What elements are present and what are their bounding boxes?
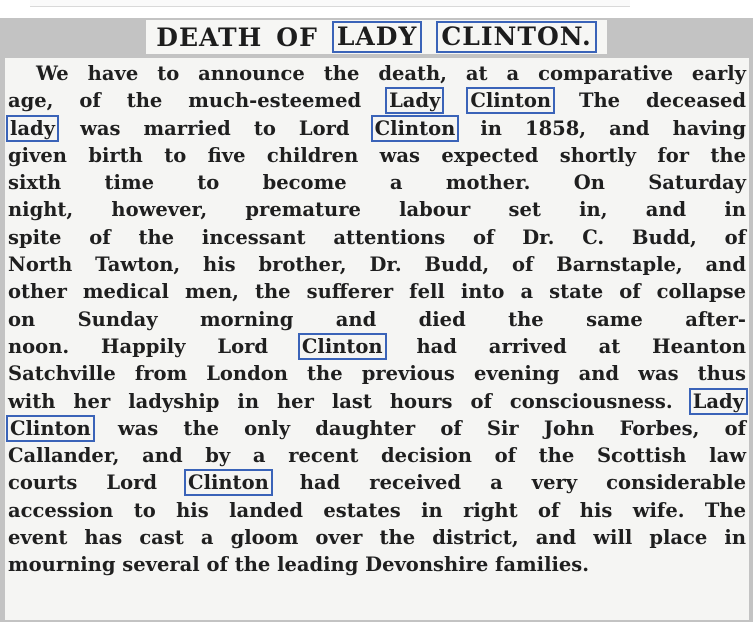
article-line [8,524,746,551]
line-text: age, of the much-esteemed [8,89,388,113]
search-highlight: Clinton [301,334,383,358]
search-highlight: Lady [692,389,744,413]
article-line [8,278,746,305]
article-line [8,415,746,442]
search-highlight: Lady [389,89,441,113]
line-text: noon. Happily Lord [8,334,300,358]
article-line [8,87,746,114]
article-line [8,60,746,87]
line-text: sixth time to become a mother. On Saturday [8,171,746,195]
article-line [8,251,746,278]
article-line [8,224,746,251]
headline-word-death: DEATH [156,22,263,52]
article-line [8,497,746,524]
article-line [8,469,746,496]
article-line [8,306,746,333]
line-text: accession to his landed estates in right of his wife. The [8,498,746,522]
article-line [8,169,746,196]
search-highlight: Clinton [470,89,552,113]
article-line [8,388,746,415]
article-line [8,115,746,142]
line-text: night, however, premature labour set in, and in [8,198,746,222]
article-line [8,551,746,578]
article-line [8,360,746,387]
search-highlight: lady [10,116,56,140]
article-body [8,60,746,579]
line-text: was the only daughter of Sir John Forbes, of [92,416,746,440]
line-text: given birth to five children was expected shortly for the [8,143,746,167]
line-text: The deceased [553,89,746,113]
line-text: mourning several of the leading Devonshire families. [8,553,590,577]
top-strip [30,0,630,7]
article-line [8,442,746,469]
headline [146,20,606,54]
search-highlight: Clinton [10,416,91,440]
line-text: on Sunday morning and died the same after- [8,307,746,331]
line-text: event has cast a gloom over the district, and will place in [8,526,746,550]
line-text: had arrived at Heanton [384,334,746,358]
line-text: courts Lord [8,471,187,495]
line-text: in 1858, and having [457,116,746,140]
line-text: spite of the incessant attentions of Dr. C. Budd, of [8,225,746,249]
line-text: with her ladyship in her last hours of consciousness. [8,389,691,413]
line-text: Satchville from London the previous evening and was thus [8,362,746,386]
headline-row [0,18,753,56]
line-text: North Tawton, his brother, Dr. Budd, of Barnstaple, and [8,253,746,277]
line-text: was married to Lord [57,116,373,140]
search-highlight: Clinton [188,471,269,495]
article-line [8,142,746,169]
headline-highlight-clinton: CLINTON. [436,21,596,53]
line-text: other medical men, the sufferer fell into a state of collapse [8,280,746,304]
line-text: Callander, and by a recent decision of the Scottish law [8,444,746,468]
headline-highlight-lady: LADY [332,21,423,53]
article-line [8,196,746,223]
line-text: had received a very considerable [270,471,746,495]
headline-word-of: OF [276,22,318,52]
search-highlight: Clinton [374,116,456,140]
article-line [8,333,746,360]
line-text: We have to announce the death, at a comparative early [36,62,746,85]
